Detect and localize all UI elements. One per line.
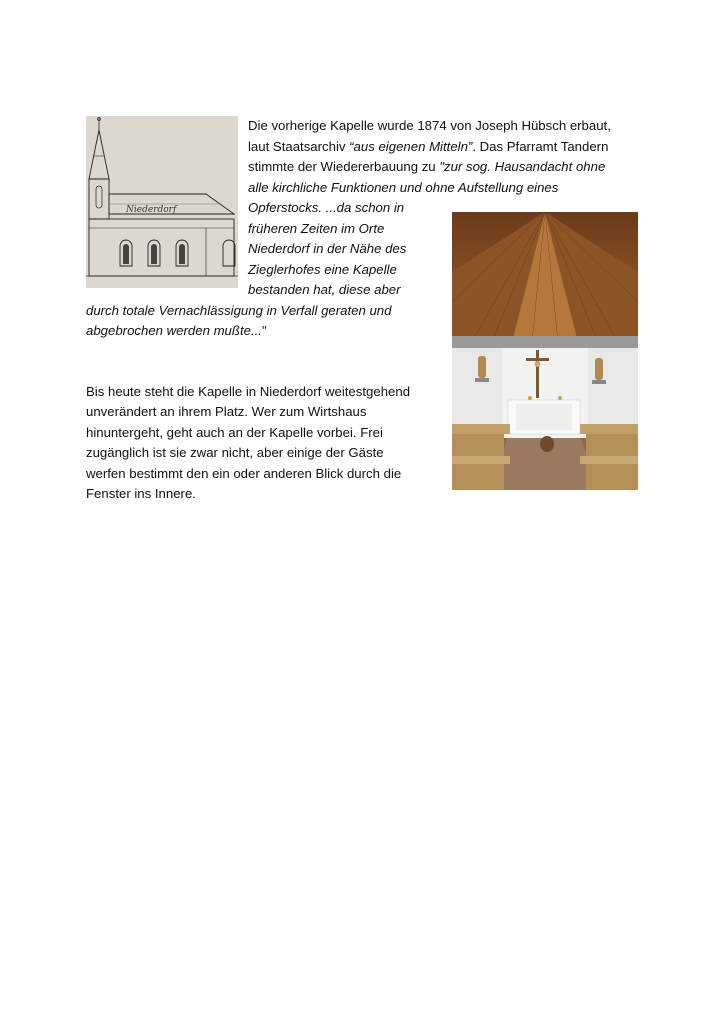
paragraph2-line-4: zugänglich ist sie zwar nicht, aber einige der Gäste [86, 445, 384, 460]
paragraph1-line-10 [86, 301, 391, 322]
chapel-interior-drawing [452, 212, 638, 490]
quote-run: “aus eigenen Mitteln” [349, 139, 473, 154]
paragraph1-line-9 [248, 280, 401, 301]
chapel-sketch-image [86, 116, 238, 288]
paragraph1-line-3 [248, 157, 605, 178]
paragraph2-line-5: werfen bestimmt den ein oder anderen Blick durch die [86, 466, 402, 481]
quote-run: abgebrochen werden mußte... [86, 323, 262, 338]
paragraph1-line-2 [248, 137, 608, 158]
paragraph2-line-6: Fenster ins Innere. [86, 486, 196, 501]
text-run: laut Staatsarchiv [248, 139, 350, 154]
text-run: stimmte der Wiedererbauung zu [248, 159, 440, 174]
paragraph1-line-6 [248, 219, 384, 240]
quote-run: früheren Zeiten im Orte [248, 221, 385, 236]
quote-run: "zur sog. Hausandacht ohne [439, 159, 606, 174]
paragraph1-line-1: Die vorherige Kapelle wurde 1874 von Joseph Hübsch erbaut, [248, 118, 611, 133]
paragraph2-line-3: hinuntergeht, geht auch an der Kapelle vorbei. Frei [86, 425, 383, 440]
text-run: . Das Pfarramt Tandern [472, 139, 609, 154]
quote-run: Opferstocks. ...da schon in [248, 200, 405, 215]
paragraph1-line-7 [248, 239, 406, 260]
quote-run: Niederdorf in der Nähe des [248, 241, 407, 256]
quote-run: alle kirchliche Funktionen und ohne Aufstellung eines [248, 180, 559, 195]
chapel-sketch-drawing [86, 116, 238, 288]
paragraph1-line-4 [248, 178, 558, 199]
quote-run: durch totale Vernachlässigung in Verfall geraten und [86, 303, 392, 318]
paragraph2-line-1: Bis heute steht die Kapelle in Niederdorf weitestgehend [86, 384, 411, 399]
paragraph1-line-11 [86, 321, 267, 342]
sketch-inscription: Niederdorf [126, 205, 177, 215]
quote-run: Zieglerhofes eine Kapelle [248, 262, 397, 277]
paragraph2-line-2: unverändert an ihrem Platz. Wer zum Wirtshaus [86, 404, 367, 419]
text-run: " [261, 323, 267, 338]
chapel-interior-photo [452, 212, 638, 490]
quote-run: bestanden hat, diese aber [248, 282, 401, 297]
paragraph1-line-5 [248, 198, 404, 219]
paragraph1-line-8 [248, 260, 397, 281]
